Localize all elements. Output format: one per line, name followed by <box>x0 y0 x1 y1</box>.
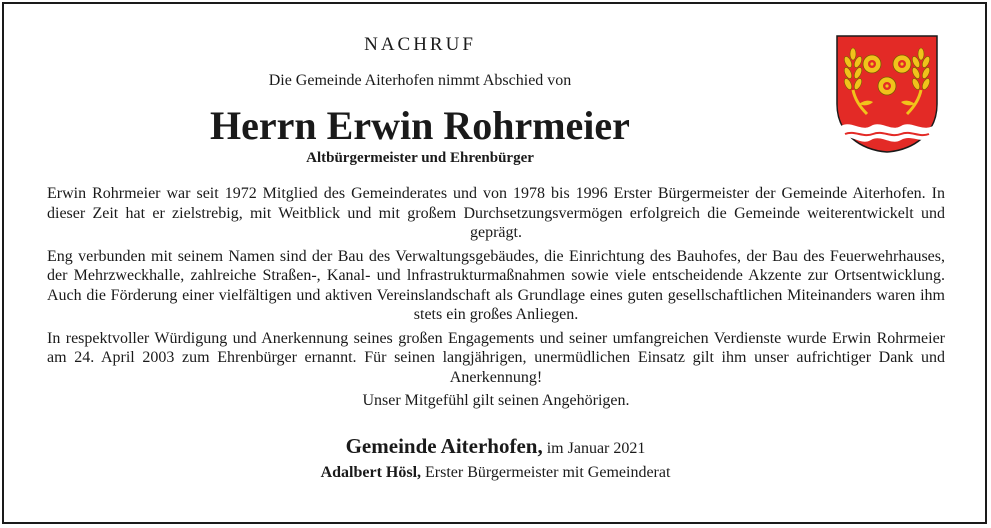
signature-organization-line <box>0 434 991 459</box>
notice-heading: NACHRUF <box>364 34 476 55</box>
intro-line: Die Gemeinde Aiterhofen nimmt Abschied von <box>268 72 572 89</box>
condolence-line: Unser Mitgefühl gilt seinen Angehörigen. <box>362 392 630 409</box>
body-paragraph: Eng verbunden mit seinem Namen sind der Bau des Verwaltungsgebäudes, die Einrichtung des Bauhofes, der Bau des Feuerwehrhauses, der Mehrzweckhalle, zahlreiche Straßen-, Kanal- und lnfrastrukturmaßnahmen sowie viele entscheidende Akzente zur Ortsentwicklung. Auch die Förderung einer vielfältigen und aktiven Vereinslandschaft als Grundlage eines guten gesellschaftlichen Miteinanders waren ihm stets ein großes Anliegen. <box>47 247 945 323</box>
body-paragraph: Erwin Rohrmeier war seit 1972 Mitglied des Gemeinderates und von 1978 bis 1996 Erster Bürgermeister der Gemeinde Aiterhofen. In dieser Zeit hat er zielstrebig, mit Weitblick und mit großem Durchsetzungsvermögen erfolgreich die Gemeinde weiterentwickelt und geprägt. <box>47 185 945 241</box>
deceased-titles: Altbürgermeister und Ehrenbürger <box>306 150 534 166</box>
signature-person-line <box>0 464 991 482</box>
signature-date: im Januar 2021 <box>546 440 646 457</box>
signature-person-role: Erster Bürgermeister mit Gemeinderat <box>425 464 671 481</box>
signature-person: Adalbert Hösl, <box>320 464 422 481</box>
notice-body <box>47 184 945 411</box>
deceased-name: Herrn Erwin Rohrmeier <box>210 103 630 148</box>
signature-organization: Gemeinde Aiterhofen, <box>345 434 543 458</box>
body-paragraph: In respektvoller Würdigung und Anerkennung seines großen Engagements und seiner umfangreichen Verdienste wurde Erwin Rohrmeier am 24. April 2003 zum Ehrenbürger ernannt. Für seinen langjährigen, unermüdlichen Einsatz gilt ihm unser aufrichtiger Dank und Anerkennung! <box>47 329 945 386</box>
coat-of-arms-icon <box>835 34 939 154</box>
